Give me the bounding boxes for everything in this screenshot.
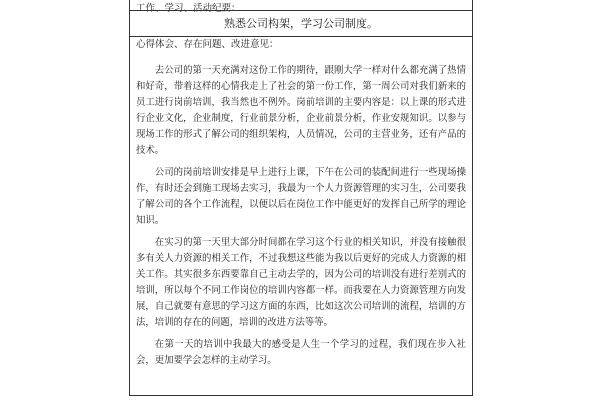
reflection-label: 心得体会、存在问题、改进意见： xyxy=(136,39,279,50)
divider xyxy=(130,10,472,11)
divider xyxy=(130,36,472,37)
reflection-body xyxy=(136,63,466,375)
paragraph: 公司的岗前培训安排是早上进行上课，下午在公司的装配间进行一些现场操作，有时还会到施工现场去实习，我最为一个人力资源管理的实习生，公司要我了解公司的各个工作流程，以便以后在岗位工作中能更好的发挥自己所学的理论知识。 xyxy=(136,167,466,226)
paragraph: 在实习的第一天里大部分时间都在学习这个行业的相关知识，并没有接触很多有关人力资源的相关工作，不过我想这些能为我以后更好的完成人力资源的相关工作。其实很多东西要靠自己主动去学的，因为公司的培训没有进行差别式的培训，所以每个不同工作岗位的培训内容都一样。而我要在人力资源管理方向发展，自己就要有意思的学习这方面的东西，比如这次公司培训的流程，培训的方法，培训的存在的问题，培训的改进方法等等。 xyxy=(136,237,466,328)
work-summary-label: 工作、学习、活动纪要： xyxy=(136,3,241,14)
report-form xyxy=(129,0,473,396)
paragraph: 去公司的第一天充满对这份工作的期待，跟刚大学一样对什么都充满了热情和好奇，带着这样的心情我走上了社会的第一份工作，第一周公司对我们新来的员工进行岗前培训，我当然也不例外。岗前培训的主要内容是：以上课的形式进行企业文化，企业制度，行业前景分析，企业前景分析，作业安规知识。以参与现场工作的形式了解公司的组织架构，人员情况，公司的主营业务，还有产品的技术。 xyxy=(136,65,466,156)
paragraph: 在第一天的培训中我最大的感受是人生一个学习的过程，我们现在步入社会，更加要学会怎样的主动学习。 xyxy=(136,339,466,366)
work-summary-text: 熟悉公司构架，学习公司制度。 xyxy=(224,17,378,30)
